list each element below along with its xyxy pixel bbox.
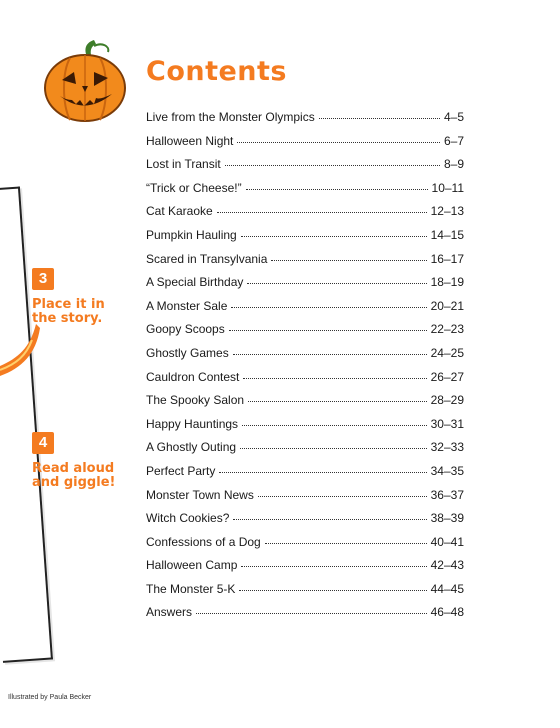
toc-entry[interactable] [146, 417, 464, 441]
toc-entry-pages: 14–15 [430, 227, 464, 242]
illustration-credit: Illustrated by Paula Becker [8, 694, 92, 701]
toc-entry-title: “Trick or Cheese!” [146, 180, 242, 195]
toc-entry[interactable] [146, 346, 464, 370]
toc-entry-title: A Special Birthday [146, 275, 244, 290]
toc-entry-pages: 26–27 [430, 369, 464, 384]
toc-entry[interactable] [146, 134, 464, 158]
dot-leader [233, 510, 426, 520]
dot-leader [271, 251, 426, 261]
table-of-contents [146, 110, 464, 629]
toc-entry[interactable] [146, 464, 464, 488]
dot-leader [243, 369, 426, 379]
previous-page-card-edge [0, 187, 53, 663]
dot-leader [239, 581, 426, 591]
toc-entry-title: Perfect Party [146, 463, 216, 478]
toc-entry-pages: 30–31 [430, 416, 464, 431]
toc-entry[interactable] [146, 558, 464, 582]
toc-entry[interactable] [146, 605, 464, 629]
toc-entry-pages: 46–48 [430, 605, 464, 620]
step-4 [32, 432, 115, 490]
dot-leader [248, 392, 427, 402]
toc-entry-pages: 12–13 [430, 204, 464, 219]
dot-leader [246, 180, 428, 190]
toc-entry[interactable] [146, 535, 464, 559]
dot-leader [242, 416, 427, 426]
dot-leader [241, 227, 427, 237]
dot-leader [258, 487, 427, 497]
dot-leader [265, 534, 427, 544]
toc-entry[interactable] [146, 299, 464, 323]
step-instruction-line: Read aloud [32, 461, 115, 476]
toc-entry-pages: 32–33 [430, 440, 464, 455]
dot-leader [233, 345, 427, 355]
toc-entry-pages: 44–45 [430, 581, 464, 596]
swoosh-arrow-icon [0, 318, 40, 378]
toc-entry[interactable] [146, 275, 464, 299]
toc-entry-pages: 18–19 [430, 275, 464, 290]
dot-leader [196, 604, 427, 614]
dot-leader [225, 156, 440, 166]
toc-entry-title: Live from the Monster Olympics [146, 110, 315, 124]
left-panel [0, 0, 130, 728]
toc-entry-title: A Ghostly Outing [146, 440, 237, 455]
toc-entry-title: Cat Karaoke [146, 204, 213, 219]
toc-entry-title: Ghostly Games [146, 345, 229, 360]
dot-leader [241, 557, 426, 567]
toc-entry-pages: 34–35 [430, 463, 464, 478]
dot-leader [240, 439, 427, 449]
toc-entry[interactable] [146, 488, 464, 512]
dot-leader [229, 321, 427, 331]
dot-leader [217, 203, 427, 213]
toc-entry-title: Cauldron Contest [146, 369, 240, 384]
toc-entry-pages: 20–21 [430, 298, 464, 313]
dot-leader [231, 298, 426, 308]
dot-leader [237, 133, 440, 143]
toc-entry[interactable] [146, 393, 464, 417]
toc-entry-title: Confessions of a Dog [146, 534, 261, 549]
page-title: Contents [146, 56, 288, 87]
toc-entry-pages: 10–11 [431, 180, 464, 195]
toc-entry-title: Answers [146, 605, 193, 620]
dot-leader [247, 274, 426, 284]
toc-entry[interactable] [146, 181, 464, 205]
toc-entry-title: Monster Town News [146, 487, 254, 502]
dot-leader [319, 109, 440, 119]
toc-entry-pages: 38–39 [430, 511, 464, 526]
step-instruction [32, 298, 105, 326]
toc-entry-title: Witch Cookies? [146, 511, 230, 526]
step-instruction [32, 462, 115, 490]
toc-entry-title: Halloween Night [146, 133, 234, 148]
dot-leader [219, 463, 426, 473]
toc-entry-title: A Monster Sale [146, 298, 228, 313]
toc-entry-pages: 8–9 [443, 157, 464, 172]
toc-entry[interactable] [146, 370, 464, 394]
toc-entry-pages: 16–17 [430, 251, 464, 266]
toc-entry[interactable] [146, 252, 464, 276]
toc-entry-pages: 36–37 [430, 487, 464, 502]
step-3 [32, 268, 105, 326]
toc-entry-title: Lost in Transit [146, 157, 221, 172]
toc-entry-pages: 42–43 [430, 558, 464, 573]
toc-entry-title: The Monster 5-K [146, 581, 236, 596]
toc-entry-pages: 24–25 [430, 345, 464, 360]
step-instruction-line: and giggle! [32, 475, 116, 490]
toc-entry[interactable] [146, 204, 464, 228]
toc-entry-pages: 28–29 [430, 393, 464, 408]
toc-entry[interactable] [146, 157, 464, 181]
step-number-badge: 3 [32, 268, 54, 290]
toc-entry-pages: 4–5 [443, 110, 464, 124]
toc-entry-pages: 6–7 [443, 133, 464, 148]
toc-entry-pages: 22–23 [430, 322, 464, 337]
step-instruction-line: Place it in [32, 297, 105, 312]
toc-entry-title: Scared in Transylvania [146, 251, 268, 266]
toc-entry[interactable] [146, 582, 464, 606]
toc-entry[interactable] [146, 322, 464, 346]
toc-entry-title: Halloween Camp [146, 558, 238, 573]
step-instruction-line: the story. [32, 311, 103, 326]
toc-entry-title: Goopy Scoops [146, 322, 225, 337]
toc-entry-title: Happy Hauntings [146, 416, 239, 431]
jack-o-lantern-icon [40, 40, 130, 125]
toc-entry[interactable] [146, 511, 464, 535]
toc-entry[interactable] [146, 228, 464, 252]
step-number-badge: 4 [32, 432, 54, 454]
toc-entry-pages: 40–41 [430, 534, 464, 549]
toc-entry-title: Pumpkin Hauling [146, 227, 237, 242]
toc-entry[interactable] [146, 440, 464, 464]
toc-entry[interactable] [146, 110, 464, 134]
toc-entry-title: The Spooky Salon [146, 393, 245, 408]
